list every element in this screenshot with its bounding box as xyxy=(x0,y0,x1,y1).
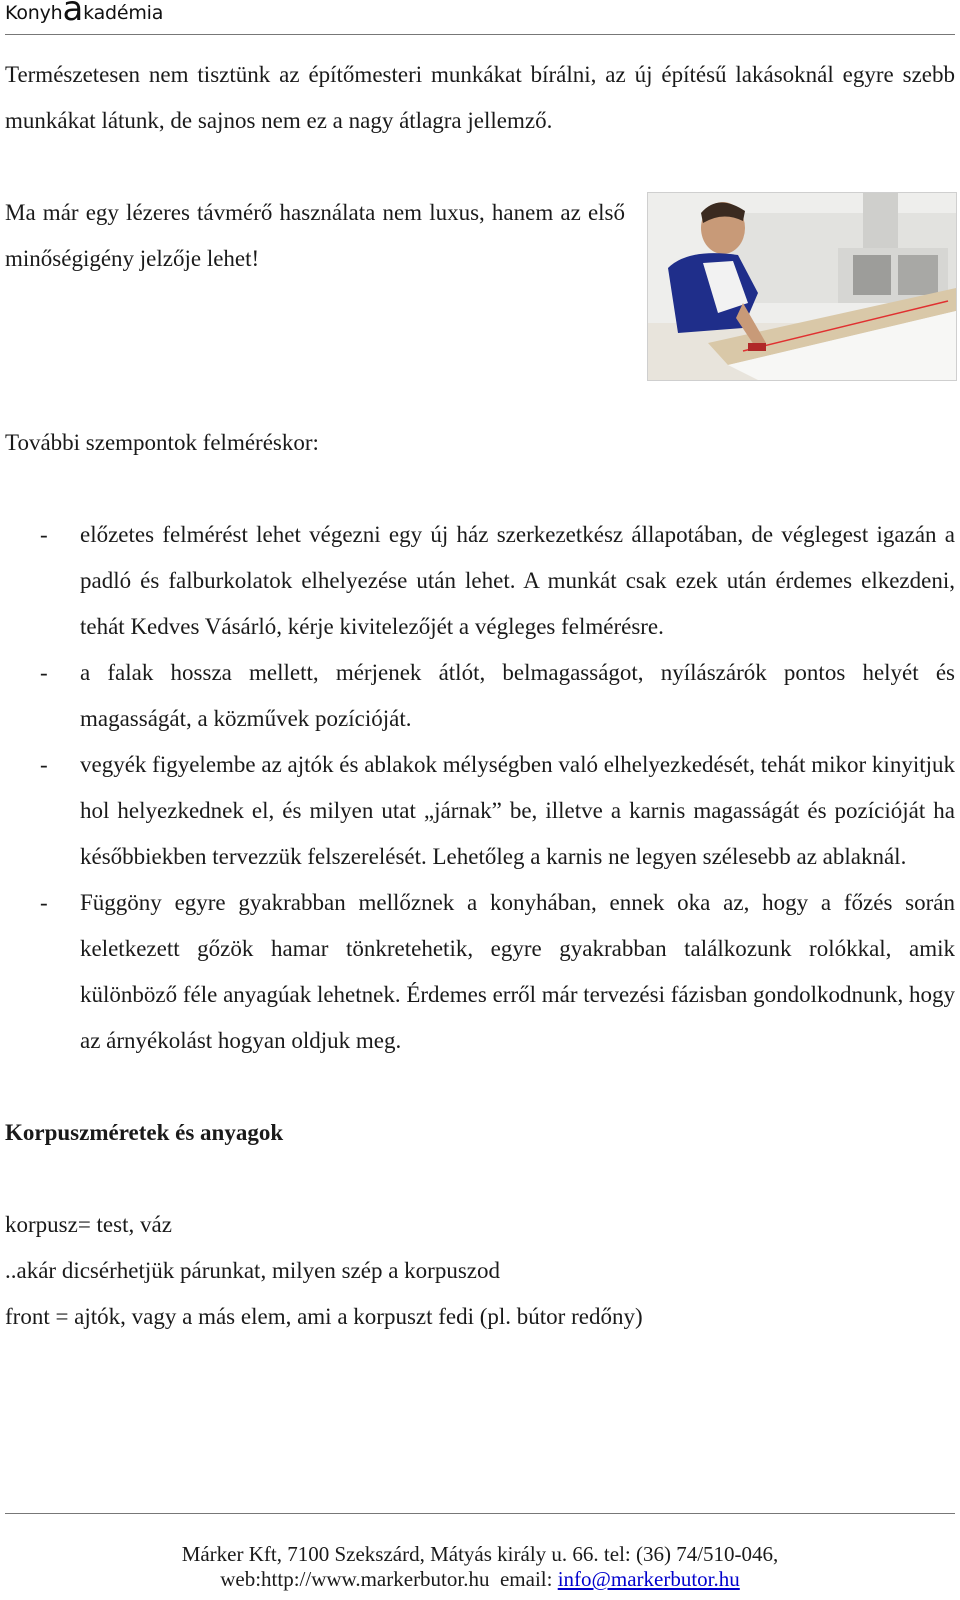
bullet-list xyxy=(5,512,955,1064)
section-title: Korpuszméretek és anyagok xyxy=(5,1120,284,1145)
kitchen-measuring-illustration xyxy=(648,193,956,380)
page-footer xyxy=(5,1513,955,1592)
footer-contact xyxy=(5,1567,955,1592)
email-link[interactable]: info@markerbutor.hu xyxy=(557,1567,740,1591)
list-item-text: vegyék figyelembe az ajtók és ablakok mélységben való elhelyezkedését, tehát mikor kinyitjuk hol helyezkednek el, és milyen utat „járnak” be, illetve a karnis magasságát és pozícióját ha későbbiekben tervezzük felszerelését. Lehetőleg a karnis ne legyen szélesebb az ablaknál. xyxy=(80,752,955,869)
list-item xyxy=(5,880,955,1064)
subheading: További szempontok felméréskor: xyxy=(5,430,319,455)
document-body xyxy=(5,52,955,1340)
list-item xyxy=(5,650,955,742)
definition-line: ..akár dicsérhetjük párunkat, milyen szép a korpuszod xyxy=(5,1258,500,1283)
logo xyxy=(5,0,164,29)
kitchen-measuring-photo xyxy=(647,192,957,381)
bullet-marker: - xyxy=(40,890,48,915)
list-item xyxy=(5,742,955,880)
bullet-marker: - xyxy=(40,660,48,685)
list-item xyxy=(5,512,955,650)
definition-line: front = ajtók, vagy a más elem, ami a korpuszt fedi (pl. bútor redőny) xyxy=(5,1304,643,1329)
list-item-text: előzetes felmérést lehet végezni egy új ház szerkezetkész állapotában, de véglegest igazán a padló és falburkolatok elhelyezése után lehet. A munkát csak ezek után érdemes elkezdeni, tehát Kedves Vásárló, kérje kivitelezőjét a végleges felmérésre. xyxy=(80,522,955,639)
spacer xyxy=(5,144,955,190)
list-item-text: Függöny egyre gyakrabban mellőznek a konyhában, ennek oka az, hogy a főzés során keletkezett gőzök hamar tönkretehetik, egyre gyakrabban találkozunk rolókkal, amik különböző féle anyagúak lehetnek. Érdemes erről már tervezési fázisban gondolkodnunk, hogy az árnyékolást hogyan oldjuk meg. xyxy=(80,890,955,1053)
logo-prefix: Konyh xyxy=(5,2,63,24)
spacer xyxy=(5,466,955,512)
footer-web: web:http://www.markerbutor.hu email: xyxy=(220,1567,558,1591)
definition-line: korpusz= test, váz xyxy=(5,1212,172,1237)
bullet-marker: - xyxy=(40,522,48,547)
bullet-marker: - xyxy=(40,752,48,777)
list-item-text: a falak hossza mellett, mérjenek átlót, belmagasságot, nyílászárók pontos helyét és magasságát, a közművek pozícióját. xyxy=(80,660,955,731)
logo-big-letter: a xyxy=(62,0,84,29)
logo-suffix: kadémia xyxy=(83,2,164,24)
footer-address: Márker Kft, 7100 Szekszárd, Mátyás király u. 66. tel: (36) 74/510-046, xyxy=(181,1542,779,1566)
spacer xyxy=(5,1156,955,1202)
spacer xyxy=(5,1064,955,1110)
intro-paragraph: Természetesen nem tisztünk az építőmesteri munkákat bírálni, az új építésű lakásoknál egyre szebb munkákat látunk, de sajnos nem ez a nagy átlagra jellemző. xyxy=(5,62,955,133)
laser-paragraph: Ma már egy lézeres távmérő használata nem luxus, hanem az első minőségigény jelzője lehet! xyxy=(5,200,625,271)
laser-section xyxy=(5,190,955,374)
page-header xyxy=(5,0,955,35)
